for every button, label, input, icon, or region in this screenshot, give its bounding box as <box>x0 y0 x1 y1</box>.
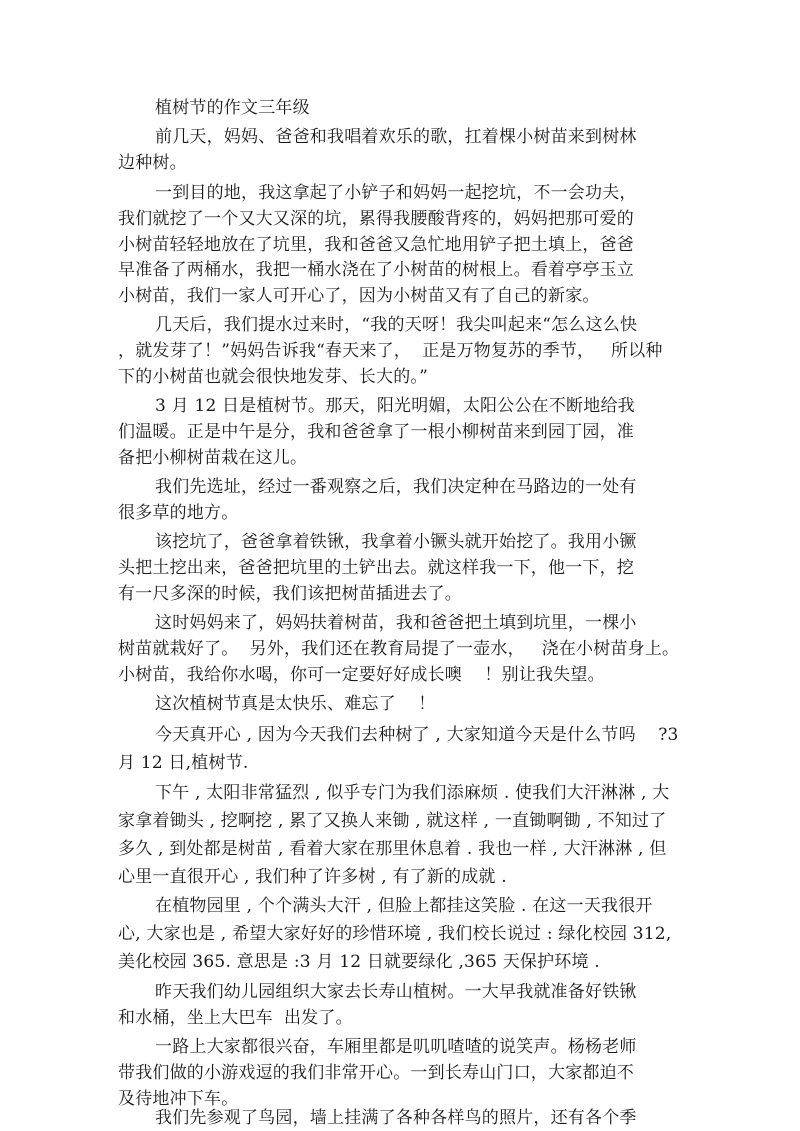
text-line: 3 月 12 日是植树节。那天，阳光明媚，太阳公公在不断地给我 <box>155 396 635 416</box>
text-line: 及待地冲下车。 <box>118 1089 239 1109</box>
text-line: 我们先参观了鸟园，墙上挂满了各种各样鸟的照片，还有各个季 <box>155 1108 637 1128</box>
text-line: 美化校园 365. 意思是 :3 月 12 日就要绿化 ,365 天保护环境 . <box>118 952 600 972</box>
text-line: 这时妈妈来了，妈妈扶着树苗，我和爸爸把土填到坑里，一棵小 <box>155 613 637 633</box>
text-line: 多久 , 到处都是树苗 , 看着大家在那里休息着 . 我也一样 , 大汗淋淋 , 但 <box>118 839 667 859</box>
text-line: 下午 , 太阳非常猛烈 , 似乎专门为我们添麻烦 . 使我们大汗淋淋 , 大 <box>155 783 670 803</box>
text-line: 前几天，妈妈、爸爸和我唱着欢乐的歌，扛着棵小树苗来到树林 <box>155 127 637 147</box>
text-line: 小树苗轻轻地放在了坑里，我和爸爸又急忙地用铲子把土填上，爸爸 <box>118 235 634 255</box>
text-line: 们温暖。正是中午是分，我和爸爸拿了一根小柳树苗来到园丁园，准 <box>118 422 634 442</box>
essay-title: 植树节的作文三年级 <box>155 98 310 118</box>
text-line: 今天真开心 , 因为今天我们去种树了 , 大家知道今天是什么节吗 ?3 <box>155 725 679 745</box>
text-line: 月 12 日,植树节. <box>118 753 249 773</box>
text-line: 心, 大家也是 , 希望大家好好的珍惜环境 , 我们校长说过 : 绿化校园 312, <box>118 924 672 944</box>
text-line: 昨天我们幼儿园组织大家去长寿山植树。一大早我就准备好铁锹 <box>155 982 637 1002</box>
text-line: 我们先选址，经过一番观察之后，我们决定种在马路边的一处有 <box>155 477 637 497</box>
text-line: 几天后，我们提水过来时，“我的天呀！我尖叫起来“怎么这么快 <box>155 315 638 335</box>
text-line: 很多草的地方。 <box>118 503 239 523</box>
text-line: 备把小柳树苗栽在这儿。 <box>118 448 308 468</box>
text-line: 树苗就栽好了。 另外，我们还在教育局提了一壶水， 浇在小树苗身上。 <box>118 639 680 659</box>
text-line: 这次植树节真是太快乐、难忘了 ！ <box>155 694 436 714</box>
text-line: 我们就挖了一个又大又深的坑，累得我腰酸背疼的，妈妈把那可爱的 <box>118 209 634 229</box>
text-line: 边种树。 <box>118 153 187 173</box>
text-line: 和水桶，坐上大巴车 出发了。 <box>118 1008 353 1028</box>
text-line: 在植物园里 , 个个满头大汗 , 但脸上都挂这笑脸 . 在这一天我很开 <box>155 896 653 916</box>
text-line: 头把土挖出来，爸爸把坑里的土铲出去。就这样我一下，他一下，挖 <box>118 558 634 578</box>
text-line: 小树苗，我们一家人可开心了，因为小树苗又有了自己的新家。 <box>118 286 600 306</box>
text-line: 有一尺多深的时候，我们该把树苗插进去了。 <box>118 584 462 604</box>
text-line: 一路上大家都很兴奋，车厢里都是叽叽喳喳的说笑声。杨杨老师 <box>155 1037 637 1057</box>
text-line: 家拿着锄头 , 挖啊挖 , 累了又换人来锄 , 就这样 , 一直锄啊锄 , 不知过了 <box>118 811 667 831</box>
text-line: 带我们做的小游戏逗的我们非常开心。一到长寿山门口，大家都迫不 <box>118 1063 634 1083</box>
text-line: 下的小树苗也就会很快地发芽、长大的。” <box>118 367 428 387</box>
text-line: ，就发芽了！”妈妈告诉我“春天来了， 正是万物复苏的季节， 所以种 <box>118 341 663 361</box>
text-line: 心里一直很开心 , 我们种了许多树 , 有了新的成就 . <box>118 867 507 887</box>
text-line: 小树苗，我给你水喝，你可一定要好好成长噢 ！别让我失望。 <box>118 665 605 685</box>
text-line: 早准备了两桶水，我把一桶水浇在了小树苗的树根上。看着亭亭玉立 <box>118 260 634 280</box>
text-line: 一到目的地，我这拿起了小铲子和妈妈一起挖坑，不一会功夫， <box>155 183 637 203</box>
text-line: 该挖坑了，爸爸拿着铁锹，我拿着小镢头就开始挖了。我用小镢 <box>155 532 637 552</box>
